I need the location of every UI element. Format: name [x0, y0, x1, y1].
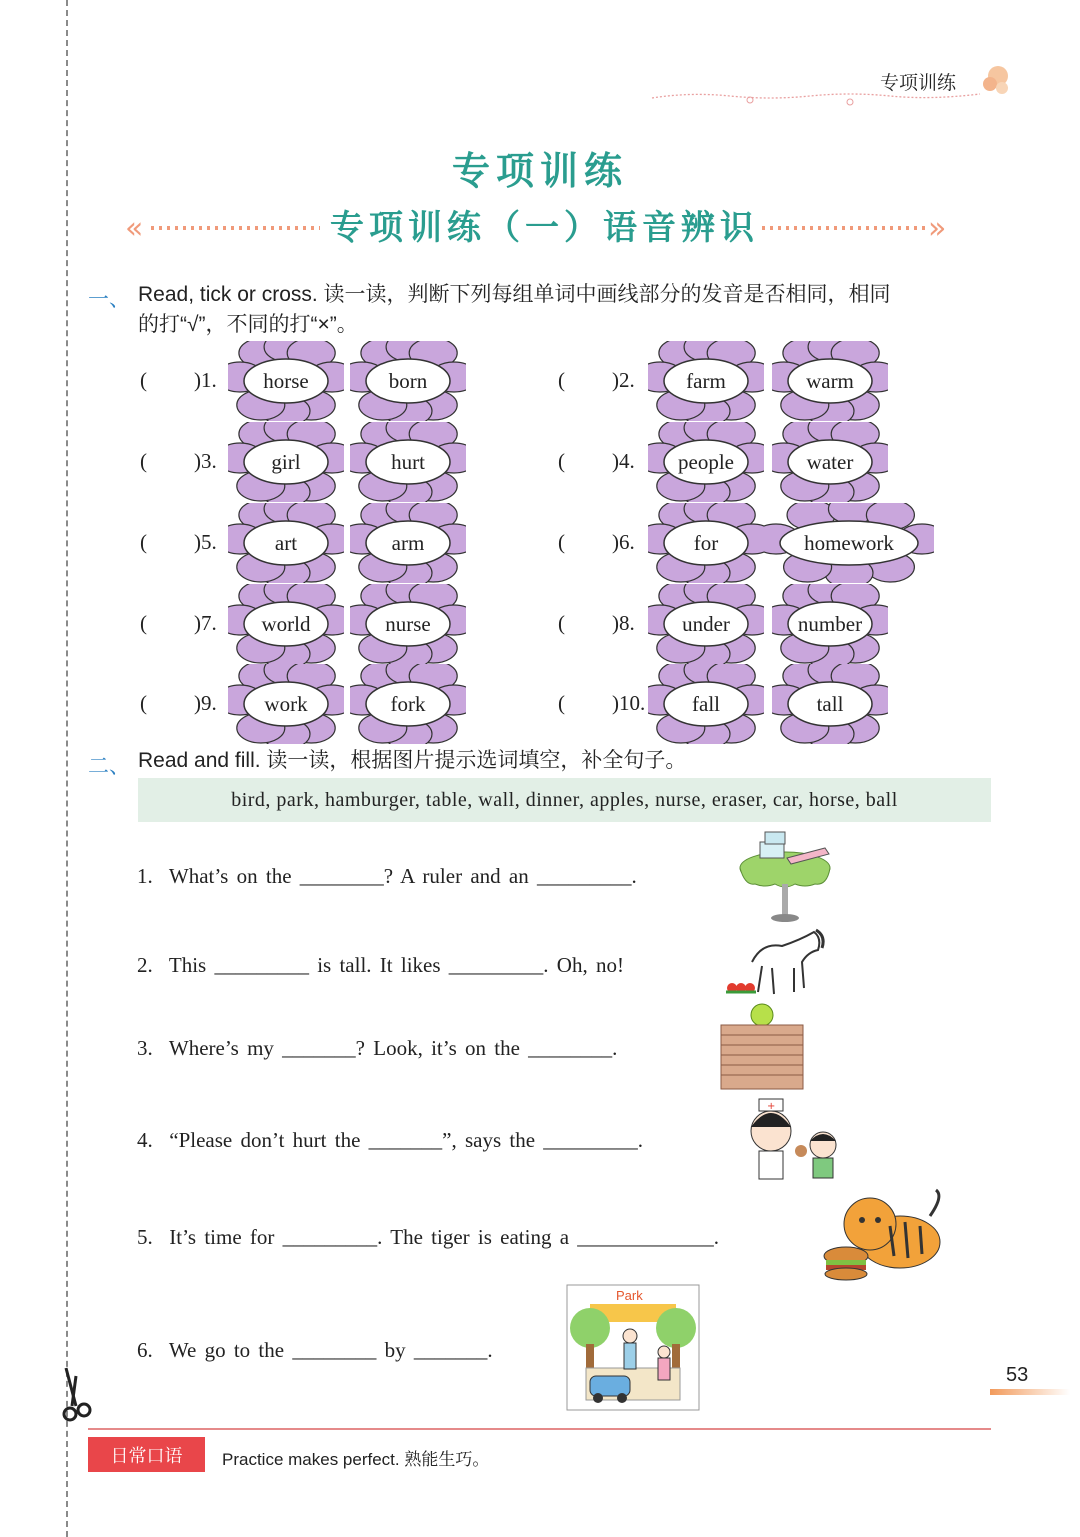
- word-9-1: work: [264, 691, 308, 716]
- ball-on-wall-picture: [718, 1003, 806, 1098]
- word-1-1: horse: [263, 368, 309, 393]
- sentence-4: 4. “Please don’t hurt the _______”, says the _________.: [137, 1128, 644, 1152]
- part1-instruction-line1: Read, tick or cross. 读一读，判断下列每组单词中画线部分的发音是否相同，相同: [138, 283, 891, 306]
- word-flower: [350, 503, 466, 583]
- word-7-1: world: [261, 611, 311, 636]
- header-decoration: [650, 60, 1020, 110]
- word-flower: [228, 341, 344, 421]
- title-right-decoration: [760, 210, 960, 249]
- svg-text:»: »: [928, 211, 947, 244]
- word-8-1: under: [682, 611, 730, 636]
- daily-phrase-label: 日常口语: [88, 1437, 205, 1472]
- word-flower: [648, 664, 764, 744]
- answer-paren-1[interactable]: (: [140, 368, 147, 392]
- word-4-2: water: [806, 449, 854, 474]
- sentence-3: 3. Where’s my _______? Look, it’s on the ________.: [137, 1036, 618, 1060]
- part2-instruction: Read and fill. 读一读，根据图片提示选词填空，补全句子。: [138, 749, 687, 772]
- header-section-label: 专项训练: [880, 73, 957, 94]
- word-flower: [648, 584, 764, 664]
- title-left-decoration: [125, 210, 325, 249]
- word-4-1: people: [678, 449, 734, 474]
- word-2-1: farm: [686, 368, 726, 393]
- part1-number: 一、: [88, 288, 130, 311]
- park-family-car-picture: [566, 1284, 700, 1417]
- question-number-1: )1.: [194, 368, 217, 392]
- sentence-1: 1. What’s on the ________? A ruler and an _________.: [137, 864, 637, 888]
- word-7-2: nurse: [385, 611, 431, 636]
- sentence-2: 2. This _________ is tall. It likes _________. Oh, no!: [137, 953, 624, 977]
- word-6-1: for: [693, 530, 719, 555]
- word-flower: [648, 341, 764, 421]
- answer-paren-2[interactable]: (: [558, 368, 565, 392]
- nurse-and-boy-picture: [745, 1093, 849, 1192]
- word-flower: [764, 503, 934, 583]
- svg-text:+: +: [767, 1101, 776, 1112]
- word-flower: [648, 503, 764, 583]
- word-flower: [228, 664, 344, 744]
- question-number-2: )2.: [612, 368, 635, 392]
- question-number-9: )9.: [194, 691, 217, 715]
- dashed-cut-line: [66, 0, 68, 1537]
- word-8-2: number: [797, 611, 863, 636]
- word-1-2: born: [388, 368, 428, 393]
- question-number-3: )3.: [194, 449, 217, 473]
- answer-paren-10[interactable]: (: [558, 691, 565, 715]
- footer-divider: [88, 1428, 991, 1430]
- park-sign: Park: [616, 1288, 643, 1303]
- word-2-2: warm: [806, 368, 854, 393]
- answer-paren-6[interactable]: (: [558, 530, 565, 554]
- word-5-1: art: [274, 530, 298, 555]
- word-bank: bird, park, hamburger, table, wall, dinner, apples, nurse, eraser, car, horse, ball: [138, 778, 991, 822]
- question-number-4: )4.: [612, 449, 635, 473]
- page-title: 专项训练: [451, 151, 628, 193]
- answer-paren-5[interactable]: (: [140, 530, 147, 554]
- word-flower: [228, 503, 344, 583]
- word-3-1: girl: [271, 449, 301, 474]
- question-number-6: )6.: [612, 530, 635, 554]
- svg-text:«: «: [125, 211, 144, 244]
- word-10-2: tall: [816, 691, 844, 716]
- page-number-bar: [990, 1389, 1070, 1395]
- word-flower: [228, 422, 344, 502]
- word-6-2: homework: [804, 530, 894, 555]
- word-flower: [772, 584, 888, 664]
- word-flower: [350, 341, 466, 421]
- scissors-icon: [60, 1366, 100, 1431]
- question-number-7: )7.: [194, 611, 217, 635]
- word-flower: [772, 341, 888, 421]
- word-flower: [228, 584, 344, 664]
- section-title: 专项训练（一）语音辨识: [330, 209, 759, 247]
- answer-paren-8[interactable]: (: [558, 611, 565, 635]
- question-number-8: )8.: [612, 611, 635, 635]
- word-9-2: fork: [390, 691, 426, 716]
- part1-instruction-line2: 的打“√”，不同的打“×”。: [138, 313, 358, 336]
- word-flower: [350, 422, 466, 502]
- word-flower: [350, 584, 466, 664]
- tiger-eating-hamburger-picture: [820, 1186, 944, 1291]
- part2-number: 二、: [88, 755, 130, 778]
- question-number-10: )10.: [612, 691, 646, 715]
- answer-paren-3[interactable]: (: [140, 449, 147, 473]
- horse-with-apples-picture: [722, 922, 826, 1007]
- sentence-6: 6. We go to the ________ by _______.: [137, 1338, 493, 1362]
- answer-paren-7[interactable]: (: [140, 611, 147, 635]
- word-5-2: arm: [391, 530, 425, 555]
- page-number: 53: [1006, 1364, 1029, 1386]
- word-flower: [350, 664, 466, 744]
- word-10-1: fall: [692, 691, 720, 716]
- sentence-5: 5. It’s time for _________. The tiger is eating a _____________.: [137, 1225, 720, 1249]
- daily-phrase-text: Practice makes perfect. 熟能生巧。: [222, 1450, 490, 1469]
- answer-paren-9[interactable]: (: [140, 691, 147, 715]
- word-flower: [772, 664, 888, 744]
- word-flower: [772, 422, 888, 502]
- answer-paren-4[interactable]: (: [558, 449, 565, 473]
- question-number-5: )5.: [194, 530, 217, 554]
- word-flower: [648, 422, 764, 502]
- word-3-2: hurt: [391, 449, 425, 474]
- table-with-eraser-picture: [735, 828, 835, 929]
